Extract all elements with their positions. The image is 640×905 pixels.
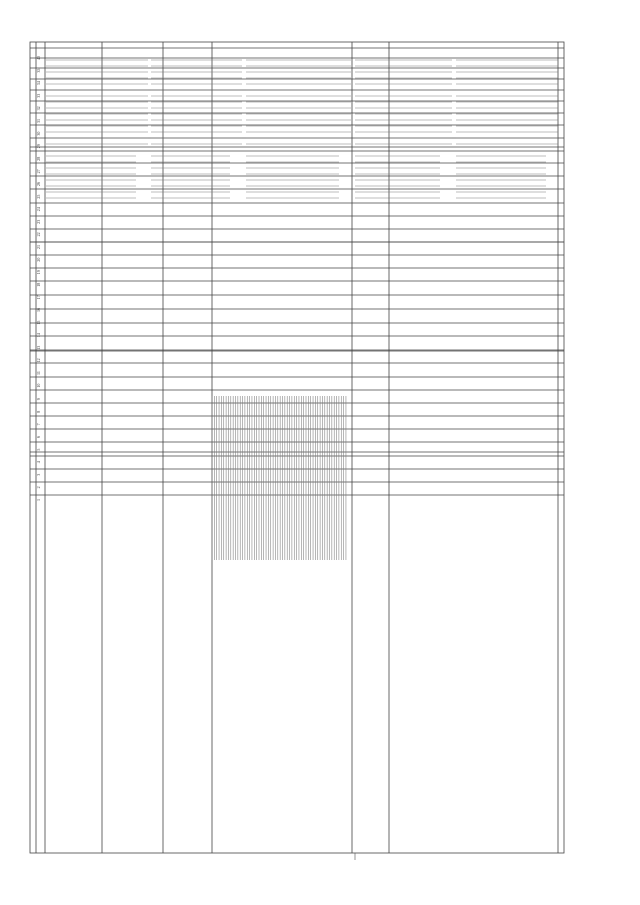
header-number-6: 31 bbox=[36, 119, 41, 123]
header-number-5: 32 bbox=[36, 106, 41, 111]
header-number-4: 33 bbox=[36, 93, 41, 98]
header-number-13: 24 bbox=[36, 207, 41, 212]
header-number-30: 7 bbox=[36, 423, 41, 426]
header-number-24: 13 bbox=[36, 345, 41, 350]
header-number-19: 18 bbox=[36, 282, 41, 287]
header-number-12: 25 bbox=[36, 194, 41, 199]
header-number-21: 16 bbox=[36, 308, 41, 312]
header-number-27: 10 bbox=[36, 383, 41, 388]
header-number-17: 20 bbox=[36, 257, 41, 262]
header-number-23: 14 bbox=[36, 333, 41, 338]
header-number-8: 29 bbox=[36, 144, 41, 149]
header-number-18: 19 bbox=[36, 270, 41, 275]
header-number-29: 8 bbox=[36, 410, 41, 413]
header-number-1: 40 bbox=[36, 56, 41, 60]
header-number-31: 6 bbox=[36, 436, 41, 438]
header-number-3: 34 bbox=[36, 81, 41, 86]
header-number-25: 12 bbox=[36, 358, 41, 363]
header-number-14: 23 bbox=[36, 219, 41, 224]
table-border bbox=[30, 42, 564, 853]
header-number-10: 27 bbox=[36, 169, 41, 174]
header-number-16: 21 bbox=[36, 245, 41, 249]
header-number-34: 3 bbox=[36, 473, 41, 476]
header-number-26: 11 bbox=[36, 371, 41, 375]
header-number-11: 26 bbox=[36, 182, 41, 186]
header-number-28: 9 bbox=[36, 398, 41, 401]
header-number-9: 28 bbox=[36, 156, 41, 161]
header-number-7: 30 bbox=[36, 131, 41, 136]
header-number-33: 4 bbox=[36, 461, 41, 464]
header-number-35: 2 bbox=[36, 486, 41, 489]
header-number-15: 22 bbox=[36, 232, 41, 237]
header-number-36: 1 bbox=[36, 499, 41, 501]
header-number-22: 15 bbox=[36, 320, 41, 325]
header-number-20: 17 bbox=[36, 295, 41, 300]
header-number-32: 5 bbox=[36, 448, 41, 451]
header-number-2: 35 bbox=[36, 68, 41, 73]
